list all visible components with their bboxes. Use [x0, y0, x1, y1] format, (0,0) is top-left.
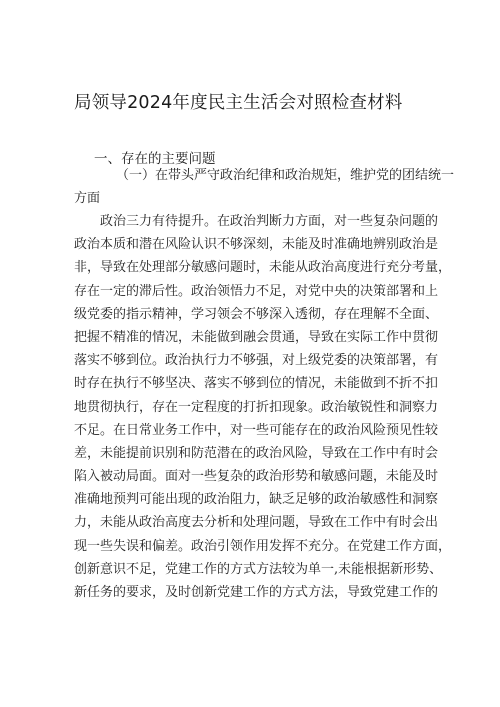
paragraph-line: 落实不够到位。政治执行力不够强，对上级党委的决策部署，有 — [74, 353, 439, 369]
paragraph-line: 政治三力有待提升。在政治判断力方面，对一些复杂问题的 — [100, 214, 439, 229]
paragraph-line: 级党委的指示精神，学习领会不够深入透彻，存在理解不全面、 — [74, 306, 439, 322]
paragraph-line: 差，未能提前识别和防范潜在的政治风险，导致在工作中有时会 — [74, 445, 439, 461]
document-title: 局领导2024年度民主生活会对照检查材料 — [74, 93, 403, 113]
subsection-line: （一）在带头严守政治纪律和政治规矩，维护党的团结统一 — [116, 168, 455, 183]
paragraph-line: 准确地预判可能出现的政治阻力，缺乏足够的政治敏感性和洞察 — [74, 492, 439, 508]
paragraph-line: 把握不精准的情况，未能做到融会贯通，导致在实际工作中贯彻 — [74, 329, 439, 345]
paragraph-line: 陷入被动局面。面对一些复杂的政治形势和敏感问题，未能及时 — [74, 469, 439, 485]
paragraph-line: 地贯彻执行，存在一定程度的打折扣现象。政治敏锐性和洞察力 — [74, 399, 439, 415]
body-paragraph — [74, 210, 452, 604]
paragraph-line: 不足。在日常业务工作中，对一些可能存在的政治风险预见性较 — [74, 422, 439, 438]
paragraph-line: 新任务的要求，及时创新党建工作的方式方法，导致党建工作的 — [74, 585, 439, 600]
subsection-heading — [74, 164, 455, 210]
paragraph-line: 存在一定的滞后性。政治领悟力不足，对党中央的决策部署和上 — [74, 283, 439, 299]
paragraph-line: 政治本质和潜在风险认识不够深刻，未能及时准确地辨别政治是 — [74, 237, 439, 253]
paragraph-line: 现一些失误和偏差。政治引领作用发挥不充分。在党建工作方面， — [74, 538, 452, 554]
paragraph-line: 时存在执行不够坚决、落实不够到位的情况，未能做到不折不扣 — [74, 376, 439, 392]
paragraph-line: 创新意识不足，党建工作的方式方法较为单一,未能根据新形势、 — [74, 561, 443, 577]
paragraph-line: 力，未能从政治高度去分析和处理问题，导致在工作中有时会出 — [74, 515, 439, 531]
paragraph-line: 非，导致在处理部分敏感问题时，未能从政治高度进行充分考量， — [74, 260, 452, 276]
section-heading: 一、存在的主要问题 — [94, 151, 216, 167]
subsection-line: 方面 — [74, 191, 101, 207]
